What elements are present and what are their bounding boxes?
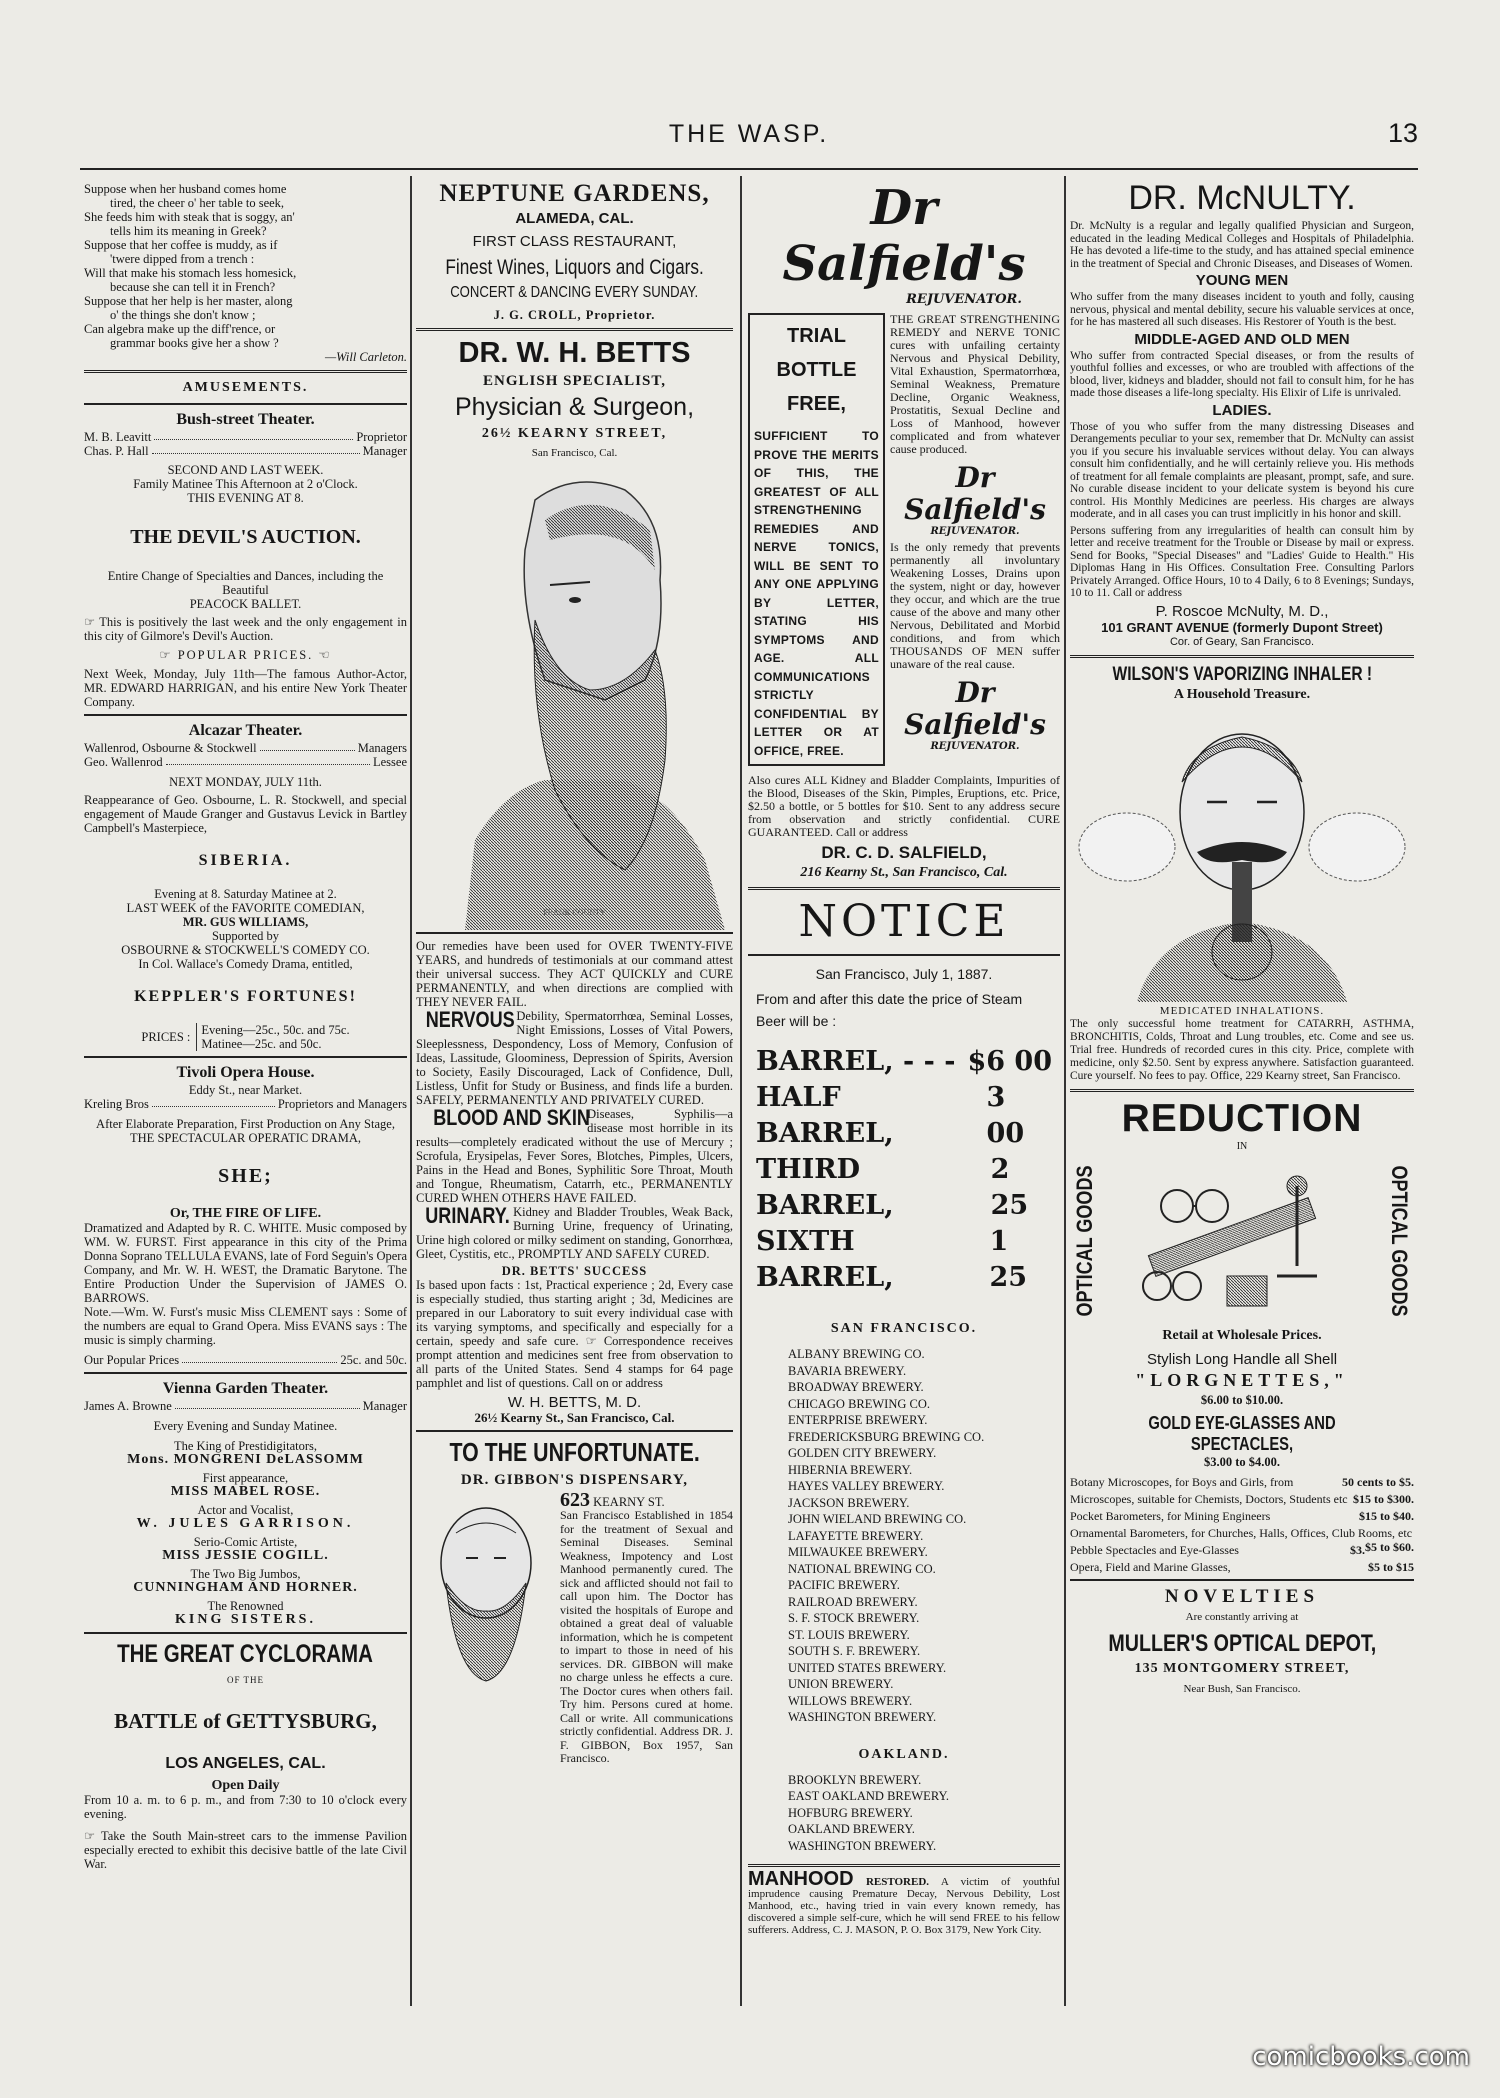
text-line: Stylish Long Handle all Shell	[1146, 1350, 1338, 1368]
act-name: CUNNINGHAM AND HORNER.	[133, 1580, 358, 1595]
success-heading: DR. BETTS' SUCCESS	[501, 1264, 648, 1278]
address: 135 MONTGOMERY STREET,	[1134, 1660, 1350, 1676]
price-item	[1070, 1509, 1414, 1523]
theater-name: Vienna Garden Theater.	[162, 1380, 329, 1397]
brewery-name: RAILROAD BREWERY.	[788, 1594, 918, 1609]
notice-title: NOTICE	[798, 896, 1010, 947]
salfield-logo: Dr Salfield's	[782, 180, 1026, 292]
text-line: THIS EVENING AT 8.	[187, 491, 304, 505]
gold-title: GOLD EYE-GLASSES AND SPECTACLES,	[1148, 1412, 1336, 1454]
item-price: $5 to $15	[1368, 1559, 1414, 1574]
poem-line: tired, the cheer o' her table to seek,	[110, 196, 285, 210]
section-heading: YOUNG MEN	[1195, 272, 1289, 289]
show-subtitle: Or, THE FIRE OF LIFE.	[169, 1206, 322, 1221]
brewery-name: GOLDEN CITY BREWERY.	[788, 1446, 937, 1460]
salfield-text: Is the only remedy that prevents permanently all involuntary Weakening Losses, Drains upon the system, night or day, however they occur, and which are the true cause of the above and many other Nervous, Debilitated and Morbid conditions, and from which THOUSANDS OF MEN suffer unaware of the real cause.	[890, 540, 1060, 671]
brewery-name: BROOKLYN BREWERY.	[788, 1772, 922, 1787]
text-line: FIRST CLASS RESTAURANT,	[472, 233, 677, 250]
staff-line: Wallenrod, Osbourne & Stockwell Managers	[84, 741, 407, 755]
city: ALAMEDA, CAL.	[515, 210, 634, 227]
alcazar-theater-ad	[84, 721, 407, 1051]
poem-line: grammar books give her a show ?	[110, 336, 279, 350]
show-title: SHE;	[218, 1165, 273, 1187]
brewery-name: JACKSON BREWERY.	[788, 1495, 910, 1510]
vienna-garden-theater-ad	[84, 1379, 407, 1627]
text-block: Persons suffering from any irregularities of health can consult him by letter and receive treatment for the Trouble or Disease by mail or express. Send for Books, "Special Diseases" and "Ladies' Guide to Health." His Diplomas Hang in His Offices. Consultation Free. Consulting Parlors Privately Arranged. Office Hours, 10 to 4 Daily, 6 to 8 Evenings; Sundays, 10 to 11. Call or address	[1070, 524, 1414, 599]
text-line: Every Evening and Sunday Matinee.	[153, 1419, 338, 1433]
text-line: PEACOCK BALLET.	[189, 597, 302, 611]
item-description: Pebble Spectacles and Eye-Glasses	[1070, 1542, 1239, 1557]
brewery-name: ST. LOUIS BREWERY.	[788, 1627, 910, 1642]
brewery-name: HAYES VALLEY BREWERY.	[788, 1479, 945, 1493]
text-line: The Renowned	[207, 1599, 284, 1613]
address: 26½ KEARNY STREET,	[481, 426, 668, 441]
gibbon-body	[416, 1489, 733, 1766]
brewery-name: FREDERICKSBURG BREWING CO.	[788, 1429, 985, 1444]
brewery-name: WASHINGTON BREWERY.	[788, 1838, 937, 1853]
notice-date: San Francisco, July 1, 1887.	[815, 966, 993, 982]
text-block: Who suffer from the many diseases incident to youth and folly, causing nervous, physical and mental debility, secure his valuable services at once, for he has mastered all such diseases. His Restorer of Youth is the best.	[1070, 291, 1414, 328]
inhaler-man-illustration	[1077, 702, 1407, 1002]
optical-goods-side-label: OPTICAL GOODS	[1387, 1165, 1412, 1317]
item-description: Pocket Barometers, for Mining Engineers	[1070, 1508, 1271, 1523]
text-line: First appearance,	[202, 1471, 289, 1485]
text-line: Are constantly arriving at	[1185, 1610, 1299, 1623]
optical-goods-ad	[1070, 1098, 1414, 1696]
text-line: CONCERT & DANCING EVERY SUNDAY.	[450, 284, 699, 301]
text-line: Evening at 8. Saturday Matinee at 2.	[154, 887, 337, 901]
note: Note.—Wm. W. Furst's music Miss CLEMENT says : Some of the numbers are equal to Grand Opera. Miss EVANS says : The music is simply charming.	[84, 1305, 407, 1347]
column-amusements	[84, 176, 407, 2006]
column-rule	[410, 176, 412, 2006]
open-daily: Open Daily	[211, 1778, 280, 1793]
price: $3.00 to $4.00.	[1203, 1454, 1281, 1469]
brewery-name: NATIONAL BREWING CO.	[788, 1561, 936, 1576]
address-line: 623 KEARNY ST.	[560, 1489, 665, 1511]
act-name: W. JULES GARRISON.	[136, 1516, 355, 1531]
brewery-name: WILLOWS BREWERY.	[788, 1693, 913, 1708]
notice-text: From and after this date the price of Steam Beer will be :	[756, 991, 1023, 1029]
act-name: MISS MABEL ROSE.	[170, 1484, 321, 1499]
sf-heading: SAN FRANCISCO.	[830, 1321, 978, 1336]
text-line: Family Matinee This Afternoon at 2 o'Clock.	[133, 477, 358, 491]
hours: From 10 a. m. to 6 p. m., and from 7:30 to 10 o'clock every evening.	[84, 1793, 407, 1821]
brewery-name: SOUTH S. F. BREWERY.	[788, 1644, 921, 1658]
brewery-name: UNITED STATES BREWERY.	[788, 1660, 947, 1675]
nervous-section: NERVOUS Debility, Spermatorrhœa, Seminal Losses, Night Emissions, Losses of Vital Powers, Sleeplessness, Despondency, Loss of Memory, Confusion of Ideas, Lassitude, Gloominess, Depression of Spirits, Aversion to Society, Easily Discouraged, Lack of Confidence, Dull, Listless, Unfit for Study or Business, and finds life a burden. SAFELY, PERMANENTLY AND PRIVATELY CURED.	[416, 1007, 733, 1107]
watermark: comicbooks.com	[1252, 2042, 1470, 2072]
staff-line: M. B. Leavitt Proprietor	[84, 430, 407, 444]
text-line: OSBOURNE & STOCKWELL'S COMEDY CO.	[121, 943, 370, 957]
reduction-title: REDUCTION	[1121, 1096, 1363, 1140]
amusements-heading: AMUSEMENTS.	[182, 380, 309, 395]
price-item	[1070, 1560, 1414, 1574]
intro: Our remedies have been used for OVER TWENTY-FIVE YEARS, and hundreds of testimonials at our command attest their universal success. They ACT QUICKLY and CURE PERMANENTLY, and when directions are complied with THEY NEVER FAIL.	[416, 939, 733, 1009]
logo-subtitle: REJUVENATOR.	[930, 526, 1020, 537]
signature-address: 26½ Kearny St., San Francisco, Cal.	[474, 1410, 675, 1425]
prices-block: PRICES : Evening—25c., 50c. and 75c. Matinee—25c. and 50c.	[141, 1023, 350, 1051]
price-list: BARREL, - - - $6 00 HALF BARREL, 3 00 THIRD BARREL, 2 25 SIXTH BARREL, 1 25	[756, 1046, 1052, 1293]
illustration-caption: MEDICATED INHALATIONS.	[1159, 1004, 1325, 1017]
dispensary-text: San Francisco Established in 1854 for the treatment of Sexual and Seminal Diseases. Seminal Weakness, Impotency and Lost Manhood permanently cured. The sick and afflicted should not fail to call upon him. The Doctor has visited the hospitals of Europe and obtained a great deal of valuable information, which he is competent to impart to those in need of his services. DR. GIBBON will make no charge unless he effects a cure. The Doctor cures when others fail. Try him. Persons cured at home. Call or write. All communications strictly confidential. Address DR. J. F. GIBBON, Box 1957, San Francisco.	[560, 1508, 733, 1765]
text-line: Actor and Vocalist,	[197, 1503, 294, 1517]
optical-price-list	[1070, 1475, 1414, 1574]
masthead	[80, 118, 1418, 154]
staff-line: Kreling Bros Proprietors and Managers	[84, 1097, 407, 1111]
star-name: MR. GUS WILLIAMS,	[182, 915, 309, 929]
item-price: $5 to $60.	[1365, 1539, 1414, 1554]
price-item	[1070, 1492, 1414, 1506]
poem-line: Can algebra make up the diff'rence, or	[84, 322, 276, 336]
note: ☞ This is positively the last week and the only engagement in this city of Gilmore's Devil's Auction.	[84, 615, 407, 643]
optical-banner	[1070, 1154, 1414, 1329]
staff-line: Chas. P. Hall Manager	[84, 444, 407, 458]
salfield-logo-small: Dr Salfield's	[904, 461, 1046, 526]
brewery-name: CHICAGO BREWING CO.	[788, 1396, 931, 1411]
brewery-name: HOFBURG BREWERY.	[788, 1805, 913, 1820]
battle-title: BATTLE of GETTYSBURG,	[114, 1709, 377, 1733]
oakland-heading: OAKLAND.	[858, 1746, 950, 1762]
text-line: LAST WEEK of the FAVORITE COMEDIAN,	[126, 901, 365, 915]
price-item	[1070, 1543, 1414, 1557]
betts-portrait	[425, 460, 725, 930]
page-number: 13	[1387, 118, 1418, 148]
brewery-name: PACIFIC BREWERY.	[788, 1578, 900, 1592]
signature: W. H. BETTS, M. D.	[507, 1394, 642, 1411]
item-description: Ornamental Barometers, for Churches, Halls, Offices, Club Rooms, etc	[1070, 1525, 1413, 1540]
brewery-name: HIBERNIA BREWERY.	[788, 1462, 913, 1477]
gibbon-portrait	[416, 1493, 556, 1683]
text-line: OF THE	[226, 1675, 265, 1685]
brewery-name: UNION BREWERY.	[788, 1677, 894, 1691]
text-line: THE SPECTACULAR OPERATIC DRAMA,	[130, 1131, 361, 1145]
beer-notice	[748, 896, 1060, 1854]
text-block: The only successful home treatment for CATARRH, ASTHMA, BRONCHITIS, Colds, Throat and Lung troubles, etc. Come and see us. Trial free. Hundreds of recorded cures in this city. Price, complete with medicine, only $2.50. Sent by express anywhere. Satisfaction guaranteed. Cure yourself. No fees to pay. Office, 229 Kearny street, San Francisco.	[1070, 1017, 1414, 1082]
poem-line: Suppose that her help is her master, along	[84, 294, 293, 308]
text-line: SECOND AND LAST WEEK.	[167, 463, 324, 477]
text-line: Eddy St., near Market.	[188, 1083, 303, 1097]
signature-address: 216 Kearny St., San Francisco, Cal.	[800, 865, 1008, 880]
theater-name: Bush-street Theater.	[176, 411, 315, 428]
text-block: Who suffer from contracted Special diseases, or from the results of youthful follies and excesses, or who are troubled with affections of the blood, liver, kidneys and bladder, should not fail to consult him, for he has made those diseases a life-long specialty. His Elixir of Life is unrivaled.	[1070, 349, 1414, 399]
poem	[84, 182, 407, 364]
brewery-name: ALBANY BREWING CO.	[788, 1347, 925, 1361]
gibbon-ad	[416, 1437, 733, 1766]
prices-line: ☞ POPULAR PRICES. ☜	[159, 648, 332, 662]
signature: P. Roscoe McNulty, M. D.,	[1155, 602, 1329, 620]
prices-line: Our Popular Prices 25c. and 50c.	[84, 1353, 407, 1367]
ad-subtitle: A Household Treasure.	[1173, 686, 1311, 702]
theater-name: Alcazar Theater.	[188, 722, 303, 739]
signature: DR. C. D. SALFIELD,	[821, 843, 987, 862]
text-block: Those of you who suffer from the many distressing Diseases and Derangements peculiar to your sex, remember that Dr. McNulty can assist you if you secure his invaluable services without delay. You can always consult him confidentially, and he will certainly relieve you. His methods of treatment for all female complaints are pleasant, prompt, safe, and sure. No curable disease incident to your delicate system is beyond his cure control. His Monthly Medicines are peerless. His charges are always moderate, and in all cases you can trust implicitly in his honor and skill.	[1070, 420, 1414, 520]
trial-box: TRIAL BOTTLE FREE, SUFFICIENT TO PROVE THE MERITS OF THIS, THE GREATEST OF ALL STRENGTHENING REMEDIES AND NERVE TONICS, WILL BE SENT TO ANY ONE APPLYING BY LETTER, STATING HIS SYMPTOMS AND AGE. ALL COMMUNICATIONS STRICTLY CONFIDENTIAL BY LETTER OR AT OFFICE, FREE.	[748, 313, 885, 766]
text-line: In Col. Wallace's Comedy Drama, entitled,	[138, 957, 353, 971]
brewery-name: OAKLAND BREWERY.	[788, 1822, 915, 1836]
price: $6.00 to $10.00.	[1200, 1392, 1284, 1407]
brewery-name: BROADWAY BREWERY.	[788, 1380, 924, 1394]
item-price: $3.	[1350, 1542, 1365, 1557]
mcnulty-ad	[1070, 178, 1414, 649]
column-rule	[740, 176, 742, 2006]
poem-line: Suppose that her coffee is muddy, as if	[84, 238, 278, 252]
brewery-name: JOHN WIELAND BREWING CO.	[788, 1512, 967, 1526]
act-name: MISS JESSIE COGILL.	[162, 1548, 329, 1563]
optical-instruments-illustration	[1117, 1166, 1367, 1316]
section-heading: MIDDLE-AGED AND OLD MEN	[1134, 330, 1350, 348]
brewery-name: S. F. STOCK BREWERY.	[788, 1611, 920, 1625]
tivoli-opera-house-ad	[84, 1063, 407, 1367]
doctor-name: DR. W. H. BETTS	[458, 337, 691, 369]
address: 101 GRANT AVENUE (formerly Dupont Street)	[1101, 619, 1383, 635]
poem-line: o' the things she don't know ;	[110, 308, 256, 322]
act-name: KING SISTERS.	[175, 1612, 316, 1627]
item-description: Botany Microscopes, for Boys and Girls, from	[1070, 1474, 1294, 1489]
text-line: Near Bush, San Francisco.	[1183, 1682, 1301, 1695]
poem-line: Will that make his stomach less homesick,	[84, 266, 297, 280]
brewery-name: ENTERPRISE BREWERY.	[788, 1413, 928, 1427]
lorgnettes-title: "LORGNETTES,"	[1135, 1369, 1349, 1390]
manhood-ad	[748, 1868, 1060, 1936]
doctor-name: DR. McNULTY.	[1128, 179, 1356, 217]
salfield-body	[748, 313, 1060, 766]
poem-line: She feeds him with steak that is soggy, an'	[84, 210, 295, 224]
ad-heading: TO THE UNFORTUNATE.	[449, 1437, 700, 1467]
salfield-ad	[748, 180, 1060, 881]
brewery-name: EAST OAKLAND BREWERY.	[788, 1789, 950, 1803]
text-line: ENGLISH SPECIALIST,	[483, 373, 666, 389]
show-title: SIBERIA.	[198, 852, 293, 869]
next-week: Next Week, Monday, July 11th—The famous Author-Actor, MR. EDWARD HARRIGAN, and his entire New York Theater Company.	[84, 667, 407, 709]
cyclorama-ad	[84, 1640, 407, 1871]
poem-author: —Will Carleton.	[325, 350, 407, 364]
address-corner: Cor. of Geary, San Francisco.	[1169, 635, 1315, 648]
muller-name: MULLER'S OPTICAL DEPOT,	[1108, 1629, 1376, 1657]
dispensary-name: DR. GIBBON'S DISPENSARY,	[460, 1472, 689, 1488]
column-betts	[416, 176, 733, 2006]
novelties-heading: NOVELTIES	[1164, 1585, 1320, 1607]
brewery-name: LAFAYETTE BREWERY.	[788, 1528, 924, 1543]
text-line: Serio-Comic Artiste,	[193, 1535, 298, 1549]
text-block: Reappearance of Geo. Osbourne, L. R. Stockwell, and special engagement of Maude Granger and Gustavus Levick in Bartley Campbell's Masterpiece,	[84, 793, 407, 835]
sf-brewery-list	[748, 1346, 1060, 1726]
poem-line: Suppose when her husband comes home	[84, 182, 287, 196]
success-text: Is based upon facts : 1st, Practical experience ; 2d, Every case is especially studied, thus starting aright ; 3d, Medicines are prepared in our Laboratory to suit every individual case with its varying symptoms, and specifically and especially for a certain, speedy and safe cure. ☞ Correspondence receives prompt attention and medicines sent free from observation to all parts of the United States. Send 4 stamps for 64 page pamphlet and list of questions. Call on or address	[416, 1278, 733, 1390]
publication-title: THE WASP.	[668, 120, 830, 148]
text-line: Finest Wines, Liquors and Cigars.	[445, 256, 704, 279]
ad-title: WILSON'S VAPORIZING INHALER !	[1112, 663, 1372, 685]
text-line: IN	[1236, 1140, 1248, 1152]
logo-subtitle: REJUVENATOR.	[906, 292, 1022, 307]
wilson-inhaler-ad	[1070, 664, 1414, 1083]
trial-text: SUFFICIENT TO PROVE THE MERITS OF THIS, THE GREATEST OF ALL STRENGTHENING REMEDIES AND NERVE TONICS, WILL BE SENT TO ANY ONE APPLYING BY LETTER, STATING HIS SYMPTOMS AND AGE. ALL COMMUNICATIONS STRICTLY CONFIDENTIAL BY LETTER OR AT OFFICE, FREE.	[754, 429, 879, 758]
betts-ad	[416, 337, 733, 1425]
poem-line: 'twere dipped from a trench :	[110, 252, 255, 266]
urinary-section: URINARY. Kidney and Bladder Troubles, Weak Back, Burning Urine, frequency of Urinating, Urine high colored or milky sediment on standing, Gonorrhœa, Gleet, Cystitis, etc., PROMPTLY AND SAFELY CURED.	[416, 1203, 733, 1261]
show-title: THE DEVIL'S AUCTION.	[130, 526, 361, 548]
item-price: $15 to $300.	[1353, 1491, 1414, 1506]
proprietor: J. G. CROLL, Proprietor.	[493, 308, 656, 322]
note: ☞ Take the South Main-street cars to the immense Pavilion especially erected to exhibit this decisive battle of the late Civil War.	[84, 1829, 407, 1871]
act-name: Mons. MONGRENI DeLASSOMM	[127, 1452, 364, 1467]
bush-street-theater-ad	[84, 410, 407, 709]
text-line: After Elaborate Preparation, First Production on Any Stage,	[96, 1117, 395, 1131]
brewery-name: MILWAUKEE BREWERY.	[788, 1545, 928, 1559]
column-mcnulty	[1070, 176, 1414, 2006]
text-line: Physician & Surgeon,	[454, 393, 695, 421]
column-rule	[1064, 176, 1066, 2006]
staff-line: Geo. Wallenrod Lessee	[84, 755, 407, 769]
salfield-logo-small: Dr Salfield's	[904, 676, 1046, 741]
oakland-brewery-list	[748, 1772, 1060, 1855]
ad-title: NEPTUNE GARDENS,	[439, 180, 710, 207]
manhood-text: MANHOOD RESTORED. A victim of youthful imprudence causing Premature Decay, Nervous Debility, Lost Manhood, etc., having tried in vain every known remedy, has discovered a simple self-cure, which he will send FREE to his fellow sufferers. Address, C. J. MASON, P. O. Box 3179, New York City.	[748, 1868, 1060, 1936]
cyclorama-title: THE GREAT CYCLORAMA	[117, 1640, 374, 1668]
city: LOS ANGELES, CAL.	[165, 1755, 326, 1772]
retail-line: Retail at Wholesale Prices.	[1162, 1327, 1322, 1343]
text-line: Entire Change of Specialties and Dances, including the Beautiful	[107, 569, 384, 597]
neptune-gardens-ad	[416, 180, 733, 322]
show-title: KEPPLER'S FORTUNES!	[134, 988, 357, 1005]
text-line: Supported by	[211, 929, 279, 943]
text-line: The Two Big Jumbos,	[190, 1567, 301, 1581]
text-block: Dramatized and Adapted by R. C. WHITE. Music composed by WM. W. FURST. First appearance in this city of the Prima Donna Soprano TELLULA EVANS, late of Ford Seguin's Opera Company, and Mr. W. H. WEST, the Dramatic Barytone. The Entire Production Under the Supervision of JAMES O. BARROWS.	[84, 1221, 407, 1305]
city: San Francisco, Cal.	[531, 447, 618, 459]
column-salfield	[748, 176, 1060, 2006]
price-item	[1070, 1475, 1414, 1489]
optical-goods-side-label: OPTICAL GOODS	[1072, 1165, 1097, 1317]
text-line: The King of Prestidigitators,	[173, 1439, 318, 1453]
poem-line: tells him its meaning in Greek?	[110, 224, 267, 238]
poem-line: because she can tell it in French?	[110, 280, 276, 294]
blood-skin-section: BLOOD AND SKIN Diseases, Syphilis—a disease most horrible in its results—completely eradicated without the use of Mercury ; Scrofula, Erysipelas, Fever Sores, Blotches, Pimples, Ulcers, Pains in the Head and Bones, Syphilitic Sore Throat, Mouth and Tongue, Rheumatism, Catarrh, etc., PERMANENTLY CURED WHEN OTHERS HAVE FAILED.	[416, 1105, 733, 1205]
item-description: Microscopes, suitable for Chemists, Doctors, Students etc	[1070, 1491, 1348, 1506]
salfield-text: THE GREAT STRENGTHENING REMEDY and NERVE TONIC cures with unfailing certainty Nervous and Physical Debility, Vital Exhaustion, Spermatorrhœa, Seminal Weakness, Premature Decline, Organic Weakness, Prostatitis, Sexual Decline and Loss of Manhood, however complicated and from whatever cause produced.	[890, 312, 1060, 456]
engraver-signature: FRANK COUNTY	[543, 908, 606, 917]
brewery-name: BAVARIA BREWERY.	[788, 1363, 907, 1378]
text-line: NEXT MONDAY, JULY 11th.	[169, 775, 322, 789]
text-block: Dr. McNulty is a regular and legally qualified Physician and Surgeon, educated in the leading Medical Colleges and Hospitals of Philadelphia. He has devoted a life-time to the study, and has attained special eminence in the treatment of Special and Chronic Diseases, and Diseases of Women.	[1070, 220, 1414, 270]
top-rule	[80, 168, 1418, 170]
logo-subtitle: REJUVENATOR.	[930, 741, 1020, 752]
item-description: Opera, Field and Marine Glasses,	[1070, 1559, 1231, 1574]
staff-line: James A. Browne Manager	[84, 1399, 407, 1413]
brewery-name: WASHINGTON BREWERY.	[788, 1710, 937, 1724]
item-price: 50 cents to $5.	[1342, 1474, 1414, 1489]
salfield-text: Also cures ALL Kidney and Bladder Complaints, Impurities of the Blood, Diseases of the Skin, Pimples, Eruptions, etc. Price, $2.50 a bottle, or 5 bottles for $10. Sent to any address secure from observation and strictly confidential. CURE GUARANTEED. Call or address	[748, 773, 1060, 839]
theater-name: Tivoli Opera House.	[176, 1064, 315, 1081]
item-price: $15 to $40.	[1359, 1508, 1414, 1523]
section-heading: LADIES.	[1212, 401, 1272, 419]
